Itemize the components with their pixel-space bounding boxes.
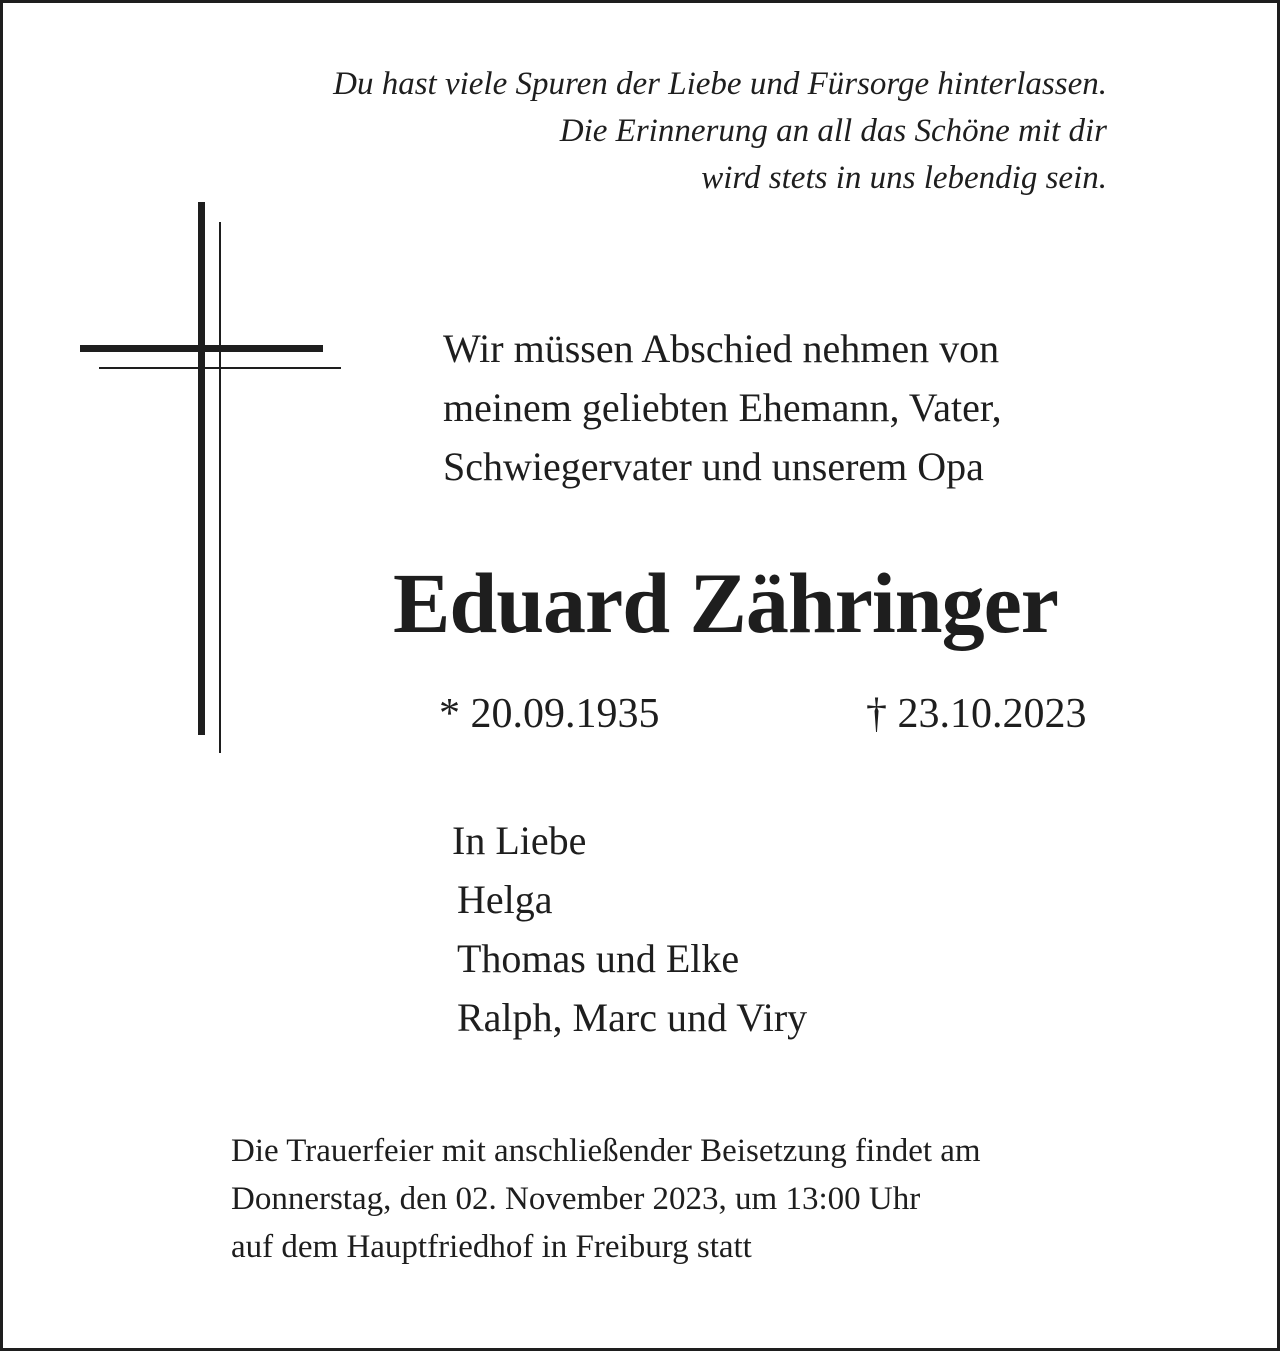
intro-line: Wir müssen Abschied nehmen von [443,326,1000,371]
death-date: † 23.10.2023 [866,691,1087,737]
intro-line: meinem geliebten Ehemann, Vater, [443,385,1002,430]
funeral-notice-line: Die Trauerfeier mit anschließender Beisetzung findet am [231,1133,981,1169]
motto-line: Die Erinnerung an all das Schöne mit dir [559,113,1107,149]
mourner-name: Ralph, Marc und Viry [457,995,808,1040]
intro-line: Schwiegervater und unserem Opa [443,444,984,489]
deceased-name: Eduard Zähringer [393,555,1058,651]
farewell-intro [443,319,1002,496]
cross-vertical-bar [198,202,205,735]
motto-line: Du hast viele Spuren der Liebe und Fürsorge hinterlassen. [333,66,1107,102]
mourners-list [452,811,807,1047]
cross-horizontal-shadow-line [99,367,341,369]
funeral-notice-line: auf dem Hauptfriedhof in Freiburg statt [231,1229,752,1265]
mourner-name: Thomas und Elke [457,936,740,981]
funeral-notice-line: Donnerstag, den 02. November 2023, um 13:00 Uhr [231,1181,921,1217]
funeral-notice [231,1127,981,1271]
birth-date: * 20.09.1935 [439,691,660,737]
mourner-name: Helga [457,877,553,922]
cross-vertical-shadow-line [219,222,221,753]
motto-quote [333,61,1107,202]
motto-line: wird stets in uns lebendig sein. [701,160,1107,196]
cross-horizontal-bar [80,345,323,352]
mourners-opening: In Liebe [452,818,587,863]
